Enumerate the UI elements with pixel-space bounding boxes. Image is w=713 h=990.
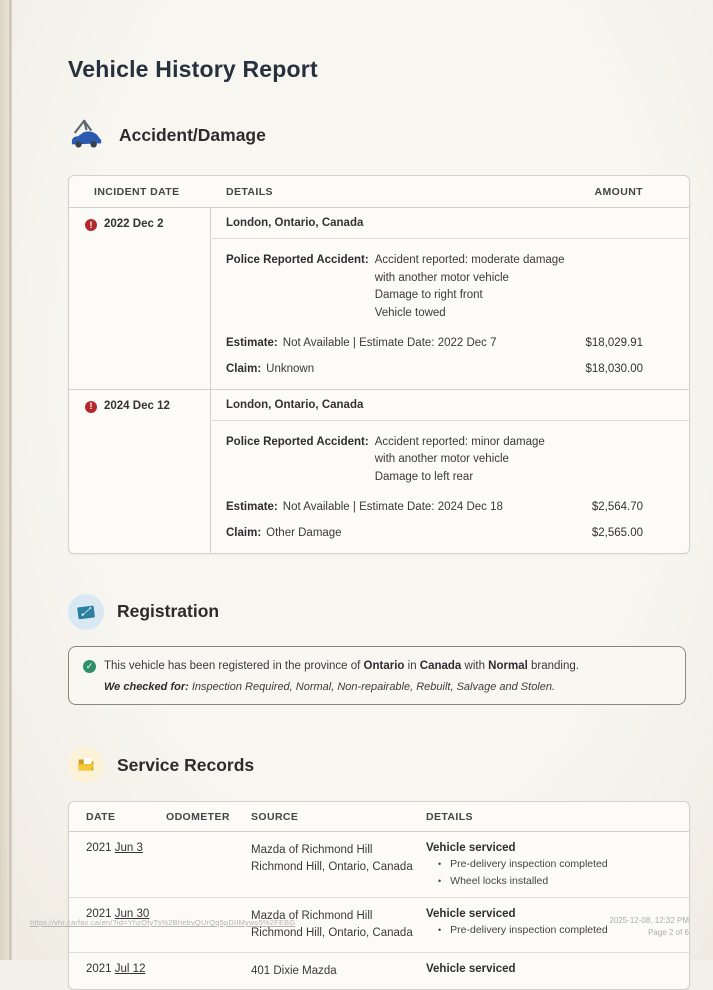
service-section-header xyxy=(68,747,688,783)
estimate-row xyxy=(226,501,689,513)
service-date-link[interactable]: Jun 30 xyxy=(114,908,150,921)
police-reported-accident: Police Reported Accident: Accident reported: minor damage with another motor vehicle Damage to left rear xyxy=(226,434,689,487)
registration-branding: Normal xyxy=(488,659,528,672)
service-date-link[interactable]: Jun 3 xyxy=(114,842,143,855)
table-row: 2021 Jun 30 Mazda of Richmond Hill Richmond Hill, Ontario, Canada Vehicle serviced • Pre-delivery inspection completed xyxy=(69,898,689,952)
police-line: Vehicle towed xyxy=(374,307,446,320)
footer-timestamp: 2025-12-08, 12:32 PM xyxy=(609,916,689,925)
accident-section-header xyxy=(68,116,688,155)
estimate-amount: $2,564.70 xyxy=(591,500,643,513)
accident-section-title: Accident/Damage xyxy=(119,125,266,145)
police-line: with another motor vehicle xyxy=(374,453,509,466)
service-source: 401 Dixie Mazda xyxy=(251,964,337,977)
col-date: DATE xyxy=(86,811,116,824)
accident-table xyxy=(68,175,690,554)
estimate-label: Estimate: xyxy=(226,500,278,513)
scan-edge xyxy=(0,0,12,960)
registration-province: Ontario xyxy=(363,659,405,672)
incident-date: 2022 Dec 2 xyxy=(104,218,164,230)
table-row: 2021 Jul 12 401 Dixie Mazda Vehicle serviced xyxy=(69,953,689,990)
odometer-value xyxy=(166,842,251,887)
col-incident-date: INCIDENT DATE xyxy=(94,186,180,198)
registration-status-box xyxy=(68,646,686,706)
col-details: DETAILS xyxy=(226,186,273,198)
alert-icon: ! xyxy=(85,219,97,231)
registration-section-header xyxy=(68,594,688,630)
incident-location: London, Ontario, Canada xyxy=(211,208,689,239)
service-source: Mazda of Richmond Hill Richmond Hill, Ontario, Canada xyxy=(251,910,413,940)
claim-label: Claim: xyxy=(226,362,262,375)
incident-date-cell xyxy=(69,390,211,553)
folder-icon xyxy=(68,747,104,783)
page-title: Vehicle History Report xyxy=(68,56,318,82)
service-date-link[interactable]: Jul 12 xyxy=(114,962,146,975)
estimate-label: Estimate: xyxy=(226,336,278,349)
claim-text: Other Damage xyxy=(266,526,342,539)
col-amount: AMOUNT xyxy=(594,186,643,198)
claim-label: Claim: xyxy=(226,526,262,539)
incident-location: London, Ontario, Canada xyxy=(211,390,689,421)
registration-statement: This vehicle has been registered in the province of Ontario in Canada with Normal branding. xyxy=(104,659,579,672)
police-line: Accident reported: minor damage xyxy=(374,435,545,448)
incident-details-cell xyxy=(211,390,689,553)
registration-checked-for: We checked for: Inspection Required, Normal, Non-repairable, Rebuilt, Salvage and Stolen. xyxy=(104,681,556,694)
police-line: with another motor vehicle xyxy=(374,271,509,284)
registration-card-icon xyxy=(68,594,104,630)
registration-section-title: Registration xyxy=(117,601,220,622)
odometer-value xyxy=(166,963,251,980)
check-circle-icon: ✓ xyxy=(83,660,96,673)
estimate-text: Not Available | Estimate Date: 2022 Dec 7 xyxy=(282,336,497,349)
estimate-text: Not Available | Estimate Date: 2024 Dec 18 xyxy=(282,500,503,513)
incident-date-cell xyxy=(69,208,211,389)
table-row xyxy=(69,208,689,390)
footer-url[interactable]: https://vhr.carfax.ca/en/?id=YhzOfyTs%2BhebvQUrQq5pDIIMyws5%2FEBG xyxy=(30,918,296,927)
table-row xyxy=(69,390,689,553)
accident-table-header xyxy=(69,176,689,208)
claim-row xyxy=(226,527,689,539)
col-odometer: ODOMETER xyxy=(166,811,230,824)
claim-amount: $18,030.00 xyxy=(585,362,643,375)
service-details: Vehicle serviced • Pre-delivery inspection completed • Wheel locks installed xyxy=(426,842,608,887)
police-line: Accident reported: moderate damage xyxy=(374,254,565,266)
service-details: Vehicle serviced • Pre-delivery inspection completed xyxy=(426,908,608,937)
service-table xyxy=(68,801,690,990)
registration-country: Canada xyxy=(419,659,462,672)
claim-amount: $2,565.00 xyxy=(591,526,643,539)
tow-truck-icon xyxy=(68,116,106,155)
police-reported-accident: Police Reported Accident: Accident reported: moderate damage with another motor vehicle Damage to right front Vehicle towed xyxy=(226,252,689,323)
service-table-header xyxy=(69,802,689,832)
service-table-clip xyxy=(68,801,688,977)
col-source: SOURCE xyxy=(251,811,299,824)
footer-meta xyxy=(609,915,689,938)
police-line: Damage to left rear xyxy=(374,471,474,484)
incident-date: 2024 Dec 12 xyxy=(104,399,170,412)
police-line: Damage to right front xyxy=(374,289,483,302)
col-details: DETAILS xyxy=(426,811,473,824)
alert-icon: ! xyxy=(85,401,97,413)
table-row: 2021 Jun 3 Mazda of Richmond Hill Richmond Hill, Ontario, Canada Vehicle serviced • Pre-delivery inspection completed • Wheel locks installed xyxy=(69,832,689,898)
estimate-amount: $18,029.91 xyxy=(585,336,643,349)
incident-details-cell xyxy=(211,208,689,389)
estimate-row xyxy=(226,337,689,349)
claim-text: Unknown xyxy=(266,362,315,375)
footer-page-number: Page 2 of 6 xyxy=(648,927,689,937)
service-section-title: Service Records xyxy=(117,754,255,775)
claim-row xyxy=(226,363,689,375)
service-source: Mazda of Richmond Hill Richmond Hill, Ontario, Canada xyxy=(251,844,413,873)
service-details: Vehicle serviced xyxy=(426,962,516,975)
